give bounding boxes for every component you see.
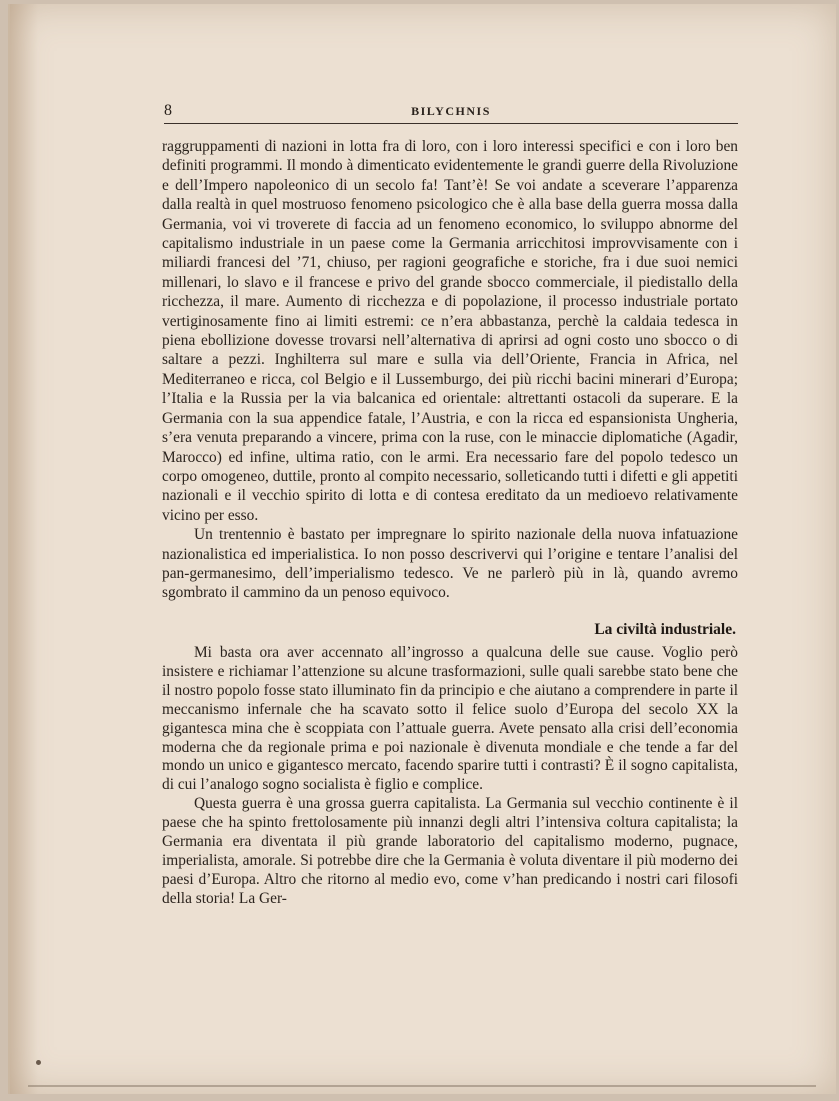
paragraph: Questa guerra è una grossa guerra capitalista. La Germania sul vecchio continente è il paese che ha spinto frettolosamente più innanzi degli altri l’intensiva coltura capitalista; la Germania era diventata il più grande laboratorio del capitalismo moderno, pugnace, imperialista, amorale. Si potrebbe dire che la Germania è voluta diventare il più moderno dei paesi d’Europa. Altro che ritorno al medio evo, come v’han predicando i nostri cari filosofi della storia! La Ger- — [162, 795, 738, 907]
running-title: BILYCHNIS — [411, 104, 491, 118]
text-block-1 — [162, 137, 738, 603]
paragraph: raggruppamenti di nazioni in lotta fra di loro, con i loro interessi specifici e con i loro ben definiti programmi. Il mondo à dimenticato evidentemente le grandi guerre della Rivoluzione e dell’Impero napoleonico di un secolo fa! Tant’è! Se voi andate a sceverare l’apparenza dalla realtà in quel mostruoso fenomeno psicologico che è alla base della guerra mossa dalla Germania, voi vi troverete di faccia ad un fenomeno economico, lo sviluppo abnorme del capitalismo industriale in un paese come la Germania arricchitosi improvvisamente con i miliardi francesi del ’71, chiuso, per ragioni geografiche e storiche, fra i due suoi nemici millenari, lo slavo e il francese e privo del grande sbocco commerciale, il piedistallo della ricchezza, il mare. Aumento di ricchezza e di popolazione, il processo industriale portato vertiginosamente fino ai limiti estremi: ce n’era abbastanza, perchè la caldaia tedesca in piena ebollizione dovesse trovarsi nell’alternativa di aprirsi ad ogni costo uno sbocco o di saltare a pezzi. Inghilterra sul mare e sulla via dell’Oriente, Francia in Africa, nel Mediterraneo e ricca, col Belgio e il Lussemburgo, dei più ricchi bacini minerari d’Europa; l’Italia e la Russia per la via balcanica ed orientale: altrettanti ostacoli da superare. E la Germania con la sua appendice fatale, l’Austria, e con la ricca ed espansionista Ungheria, s’era venuta preparando a vincere, prima con la ruse, con le minaccie diplomatiche (Agadir, Marocco) ed infine, ultima ratio, con le armi. Era necessario fare del popolo tedesco un corpo omogeneo, duttile, pronto al compito necessario, solleticando tutti i difetti e gli appetiti nazionali e il vecchio spirito di lotta e di contesa ereditato da un medioevo relativamente vicino per esso. — [162, 138, 738, 524]
section-heading: La civiltà industriale. — [594, 621, 736, 638]
ink-spot — [36, 1060, 41, 1065]
gutter-shadow — [10, 4, 38, 1094]
paragraph: Mi basta ora aver accennato all’ingrosso a qualcuna delle sue cause. Voglio però insistere e richiamar l’attenzione su alcune trasformazioni, sulle quali sarebbe stato bene che il nostro popolo fosse stato illuminato fin da principio e che aiutano a comprendere in parte il meccanismo infernale che ha scavato sotto il felice suolo d’Europa del secolo XX la gigantesca mina che è scoppiata con l’attuale guerra. Avete pensato alla crisi dell’economia moderna che da regionale prima e poi nazionale è divenuta mondiale e che tende a far del mondo un unico e gigantesco mercato, facendo sparire tutti i contrasti? È il sogno capitalista, di cui l’analogo sogno socialista è figlio e complice. — [162, 644, 738, 794]
text-block-2 — [162, 644, 738, 909]
paragraph: Un trentennio è bastato per impregnare lo spirito nazionale della nuova infatuazione nazionalistica ed imperialistica. Io non posso descrivervi qui l’origine e tentare l’analisi del pan-germanesimo, dell’imperialismo tedesco. Ve ne parlerò più in là, quando avremo sgombrato il cammino da un penoso equivoco. — [162, 526, 738, 602]
bottom-edge — [28, 1085, 816, 1087]
header-rule — [164, 123, 738, 124]
page-header — [164, 102, 738, 122]
page-number: 8 — [164, 102, 172, 119]
